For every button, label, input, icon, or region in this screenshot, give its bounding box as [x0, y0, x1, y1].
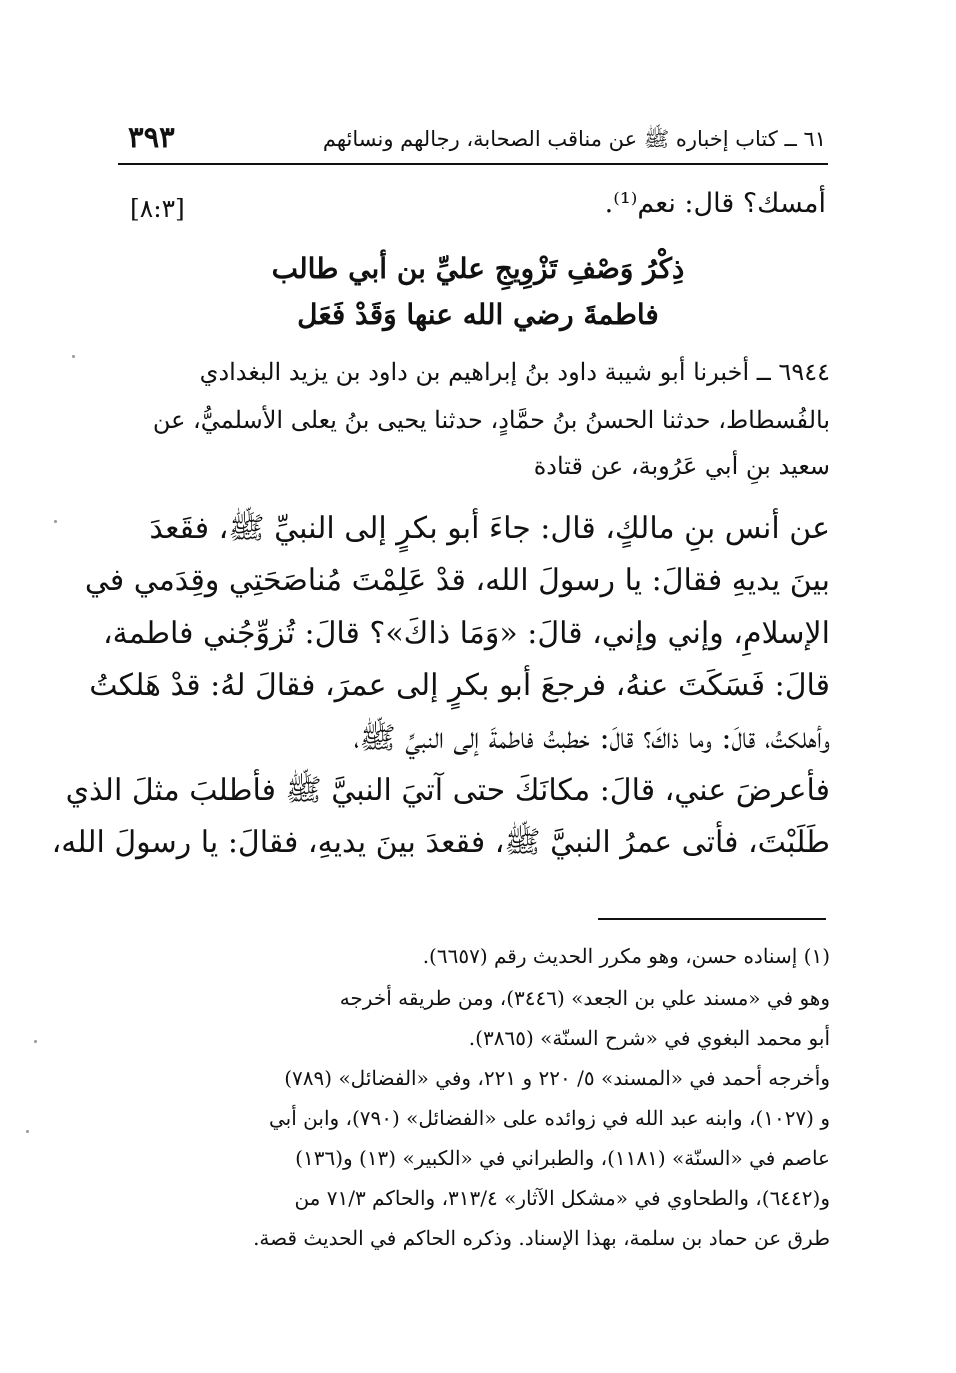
isnad-line: سعيد بنِ أبي عَرُوبة، عن قتادة — [533, 452, 830, 480]
scan-speck — [72, 355, 75, 358]
footnote-divider — [598, 918, 826, 920]
section-title-line-2: فاطمةَ رضي الله عنها وَقَدْ فَعَل — [297, 298, 659, 331]
footnote-line: وهو في «مسند علي بن الجعد» (٣٤٤٦)، ومن طريقه أخرجه — [339, 986, 830, 1010]
footnote-line: طرق عن حماد بن سلمة، بهذا الإسناد. وذكره الحاكم في الحديث قصة. — [253, 1226, 830, 1250]
matn-line: الإسلامِ، وإني وإني، قالَ: «وَمَا ذاكَ»؟ قالَ: تُزوِّجُني فاطمة، — [102, 616, 830, 651]
header-divider — [118, 163, 828, 165]
scan-speck — [54, 520, 57, 523]
matn-line: وأهلكتُ، قالَ: وما ذاكَ؟ قالَ: خطبتُ فاطمةَ إلى النبيِّ ﷺ، — [353, 721, 830, 756]
section-title-line-1: ذِكْرُ وَصْفِ تَزْوِيجِ عليِّ بن أبي طالب — [271, 252, 685, 285]
reference-code: [٨:٣] — [130, 194, 185, 223]
scan-speck — [26, 1130, 29, 1133]
isnad-line: بالفُسطاط، حدثنا الحسنُ بنُ حمَّادٍ، حدثنا يحيى بنُ يعلى الأسلميُّ، عن — [152, 406, 830, 434]
matn-line: فأعرضَ عني، قالَ: مكانَكَ حتى آتيَ النبيَّ ﷺ فأطلبَ مثلَ الذي — [65, 773, 830, 808]
page-header — [118, 118, 826, 158]
isnad-line: ٦٩٤٤ ــ أخبرنا أبو شيبة داود بنُ إبراهيم بن داود بن يزيد البغدادي — [199, 358, 830, 386]
running-title: ٦١ ــ كتاب إخباره ﷺ عن مناقب الصحابة، رجالهم ونسائهم — [322, 127, 826, 151]
footnote-line: و(٦٤٤٢)، والطحاوي في «مشكل الآثار» ٣١٣/٤، والحاكم ٧١/٣ من — [294, 1186, 830, 1210]
footnote-line: عاصم في «السنّة» (١١٨١)، والطبراني في «الكبير» (١٣) و(١٣٦) — [295, 1146, 830, 1170]
footnote-line: و (١٠٢٧)، وابنه عبد الله في زوائده على «الفضائل» (٧٩٠)، وابن أبي — [269, 1106, 830, 1130]
page-number: ٣٩٣ — [128, 120, 175, 154]
matn-line: بينَ يديهِ فقالَ: يا رسولَ الله، قدْ عَلِمْتَ مُناصَحَتِي وقِدَمي في — [84, 563, 830, 598]
footnote-line: أبو محمد البغوي في «شرح السنّة» (٣٨٦٥). — [468, 1026, 830, 1050]
matn-line: قالَ: فَسَكَتَ عنهُ، فرجعَ أبو بكرٍ إلى عمرَ، فقالَ لهُ: قدْ هَلكتُ — [89, 668, 830, 703]
scan-speck — [34, 1040, 37, 1043]
matn-line: طَلَبْتَ، فأتى عمرُ النبيَّ ﷺ، فقعدَ بينَ يديهِ، فقالَ: يا رسولَ الله، — [51, 825, 830, 860]
footnote-line: (١) إسناده حسن، وهو مكرر الحديث رقم (٦٦٥٧). — [422, 944, 830, 968]
footnote-line: وأخرجه أحمد في «المسند» ٥/ ٢٢٠ و ٢٢١، وفي «الفضائل» (٧٨٩) — [284, 1066, 830, 1090]
continuation-line: أمسك؟ قال: نعم⁽¹⁾. — [604, 188, 826, 219]
matn-line: عن أنس بنِ مالكٍ، قال: جاءَ أبو بكرٍ إلى النبيِّ ﷺ، فقَعدَ — [149, 511, 830, 546]
